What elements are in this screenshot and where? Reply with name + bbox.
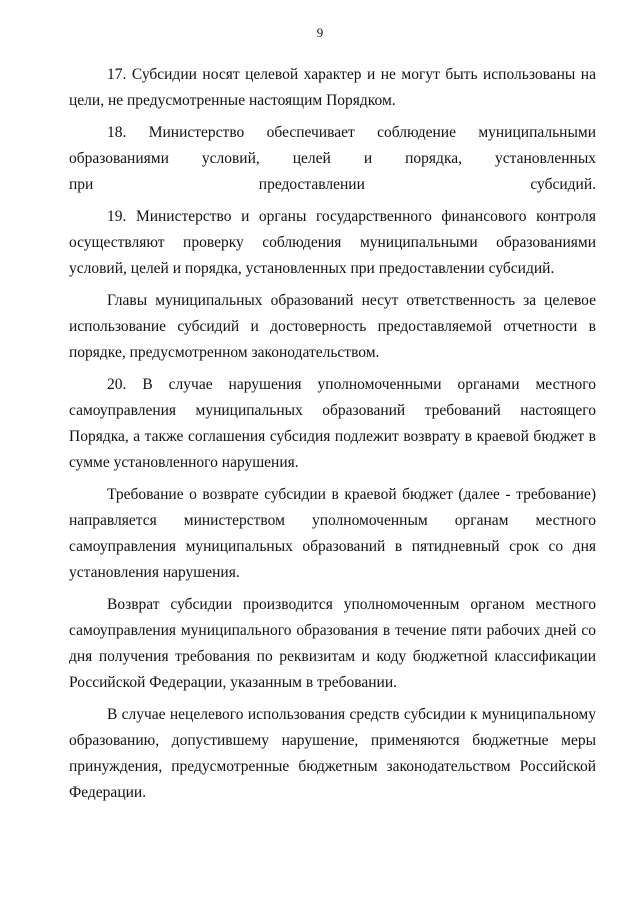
paragraph-coercion-measures: В случае нецелевого использования средств субсидии к муниципальному образованию, допустившему нарушение, применяются бюджетные меры принуждения, предусмотренные бюджетным законодательством Российской Федерации. <box>69 706 596 801</box>
document-body <box>69 62 596 812</box>
paragraph-19: 19. Министерство и органы государственного финансового контроля осуществляют проверку соблюдения муниципальными образованиями условий, целей и порядка, установленных при предоставлении субсидий. <box>69 208 596 277</box>
page-number: 9 <box>316 25 324 40</box>
paragraph-refund-demand: Требование о возврате субсидии в краевой бюджет (далее - требование) направляется министерством уполномоченным органам местного самоуправления муниципальных образований в пятидневный срок со дня установления нарушения. <box>69 486 596 581</box>
paragraph-18 <box>69 120 596 198</box>
paragraph-18-text: 18. Министерство обеспечивает соблюдение муниципальными образованиями условий, целей и порядка, установленных <box>69 124 596 167</box>
paragraph-18-last-line: при предоставлении субсидий. <box>69 176 596 193</box>
paragraph-17: 17. Субсидии носят целевой характер и не могут быть использованы на цели, не предусмотренные настоящим Порядком. <box>69 66 596 109</box>
paragraph-refund-procedure: Возврат субсидии производится уполномоченным органом местного самоуправления муниципального образования в течение пяти рабочих дней со дня получения требования по реквизитам и коду бюджетной классификации Российской Федерации, указанным в требовании. <box>69 596 596 691</box>
paragraph-heads-responsibility: Главы муниципальных образований несут ответственность за целевое использование субсидий и достоверность предоставляемой отчетности в порядке, предусмотренном законодательством. <box>69 292 596 361</box>
paragraph-20: 20. В случае нарушения уполномоченными органами местного самоуправления муниципальных образований требований настоящего Порядка, а также соглашения субсидия подлежит возврату в краевой бюджет в сумме установленного нарушения. <box>69 376 596 471</box>
